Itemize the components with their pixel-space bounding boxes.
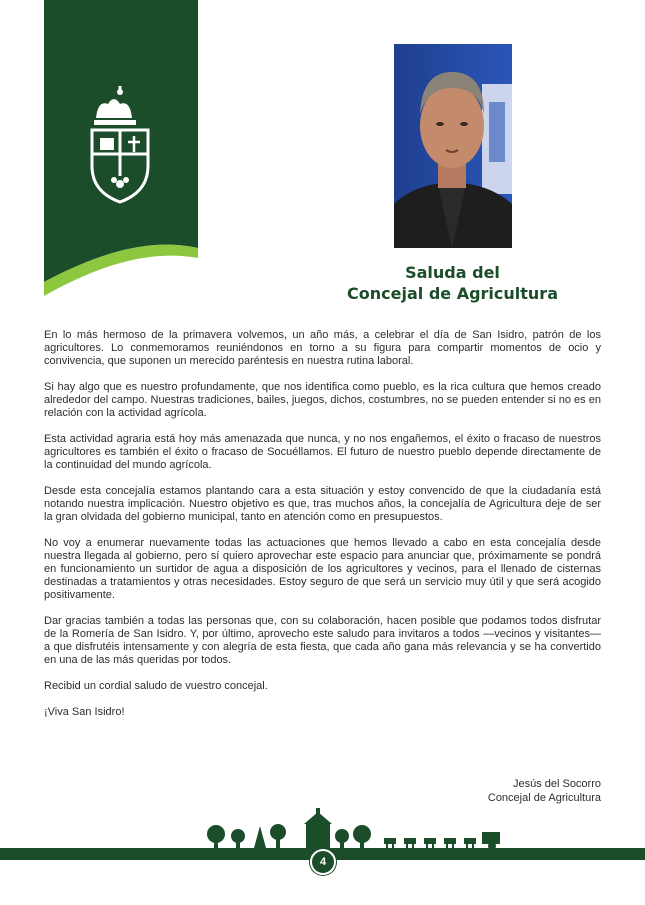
title-line-1: Saluda del [405,263,500,282]
paragraph: Esta actividad agraria está hoy más amenazada que nunca, y no nos engañemos, el éxito o fracaso de nuestros agricultores es también el éxito o fracaso de Socuéllamos. El futuro de nuestro pueblo depende directamente de la continuidad del mundo agrícola. [44,433,601,471]
banner-graphic [44,0,198,300]
header-banner [44,0,198,300]
paragraph: Dar gracias también a todas las personas que, con su colaboración, hacen posible que podamos todos disfrutar de la Romería de San Isidro. Y, por último, aprovecho este saludo para invitaros a todos —vecinos y visitantes— a que disfrutéis intensamente y con alegría de esta fiesta, que cada año gana más relevancia y se ha convertido en una de las más queridas por todos. [44,615,601,666]
title-line-2: Concejal de Agricultura [347,284,558,303]
signature-block [488,777,601,805]
page-title [300,262,605,304]
paragraph: ¡Viva San Isidro! [44,706,125,718]
paragraph: Si hay algo que es nuestro profundamente, que nos identifica como pueblo, es la rica cultura que hemos creado alrededor del campo. Nuestras tradiciones, bailes, juegos, dichos, costumbres, no se pueden entender si no es en relación con la actividad agrícola. [44,381,601,419]
paragraph: En lo más hermoso de la primavera volvemos, un año más, a celebrar el día de San Isidro, patrón de los agricultores. Lo conmemoramos reuniéndonos en torno a su figura para compartir momentos de ocio y convivencia, que suponen un merecido paréntesis en nuestra rutina laboral. [44,329,601,367]
signature-name: Jesús del Socorro [512,778,601,790]
signature-role: Concejal de Agricultura [487,792,601,804]
paragraph: Recibid un cordial saludo de vuestro concejal. [44,680,268,692]
letter-body [44,329,601,732]
page-number: 4 [310,849,336,875]
paragraph: Desde esta concejalía estamos plantando cara a esta situación y estoy convencido de que la ciudadanía está notando nuestra implicación. Nuestro objetivo es que, tras muchos años, la concejalía de Agricultura deje de ser la gran olvidada del gobierno municipal, tanto en atención como en presupuestos. [44,485,601,523]
portrait-photo [394,44,512,248]
paragraph: No voy a enumerar nuevamente todas las actuaciones que hemos llevado a cabo en esta concejalía desde nuestra llegada al gobierno, pero sí quiero aprovechar este espacio para anunciar que, próximamente se pondrá en funcionamiento un surtidor de agua a disposición de los agricultores y vecinos, para el llenado de cisternas destinadas a tratamientos y otras necesidades. Estoy seguro de que será un servicio muy útil y que será acogido positivamente. [44,537,601,601]
